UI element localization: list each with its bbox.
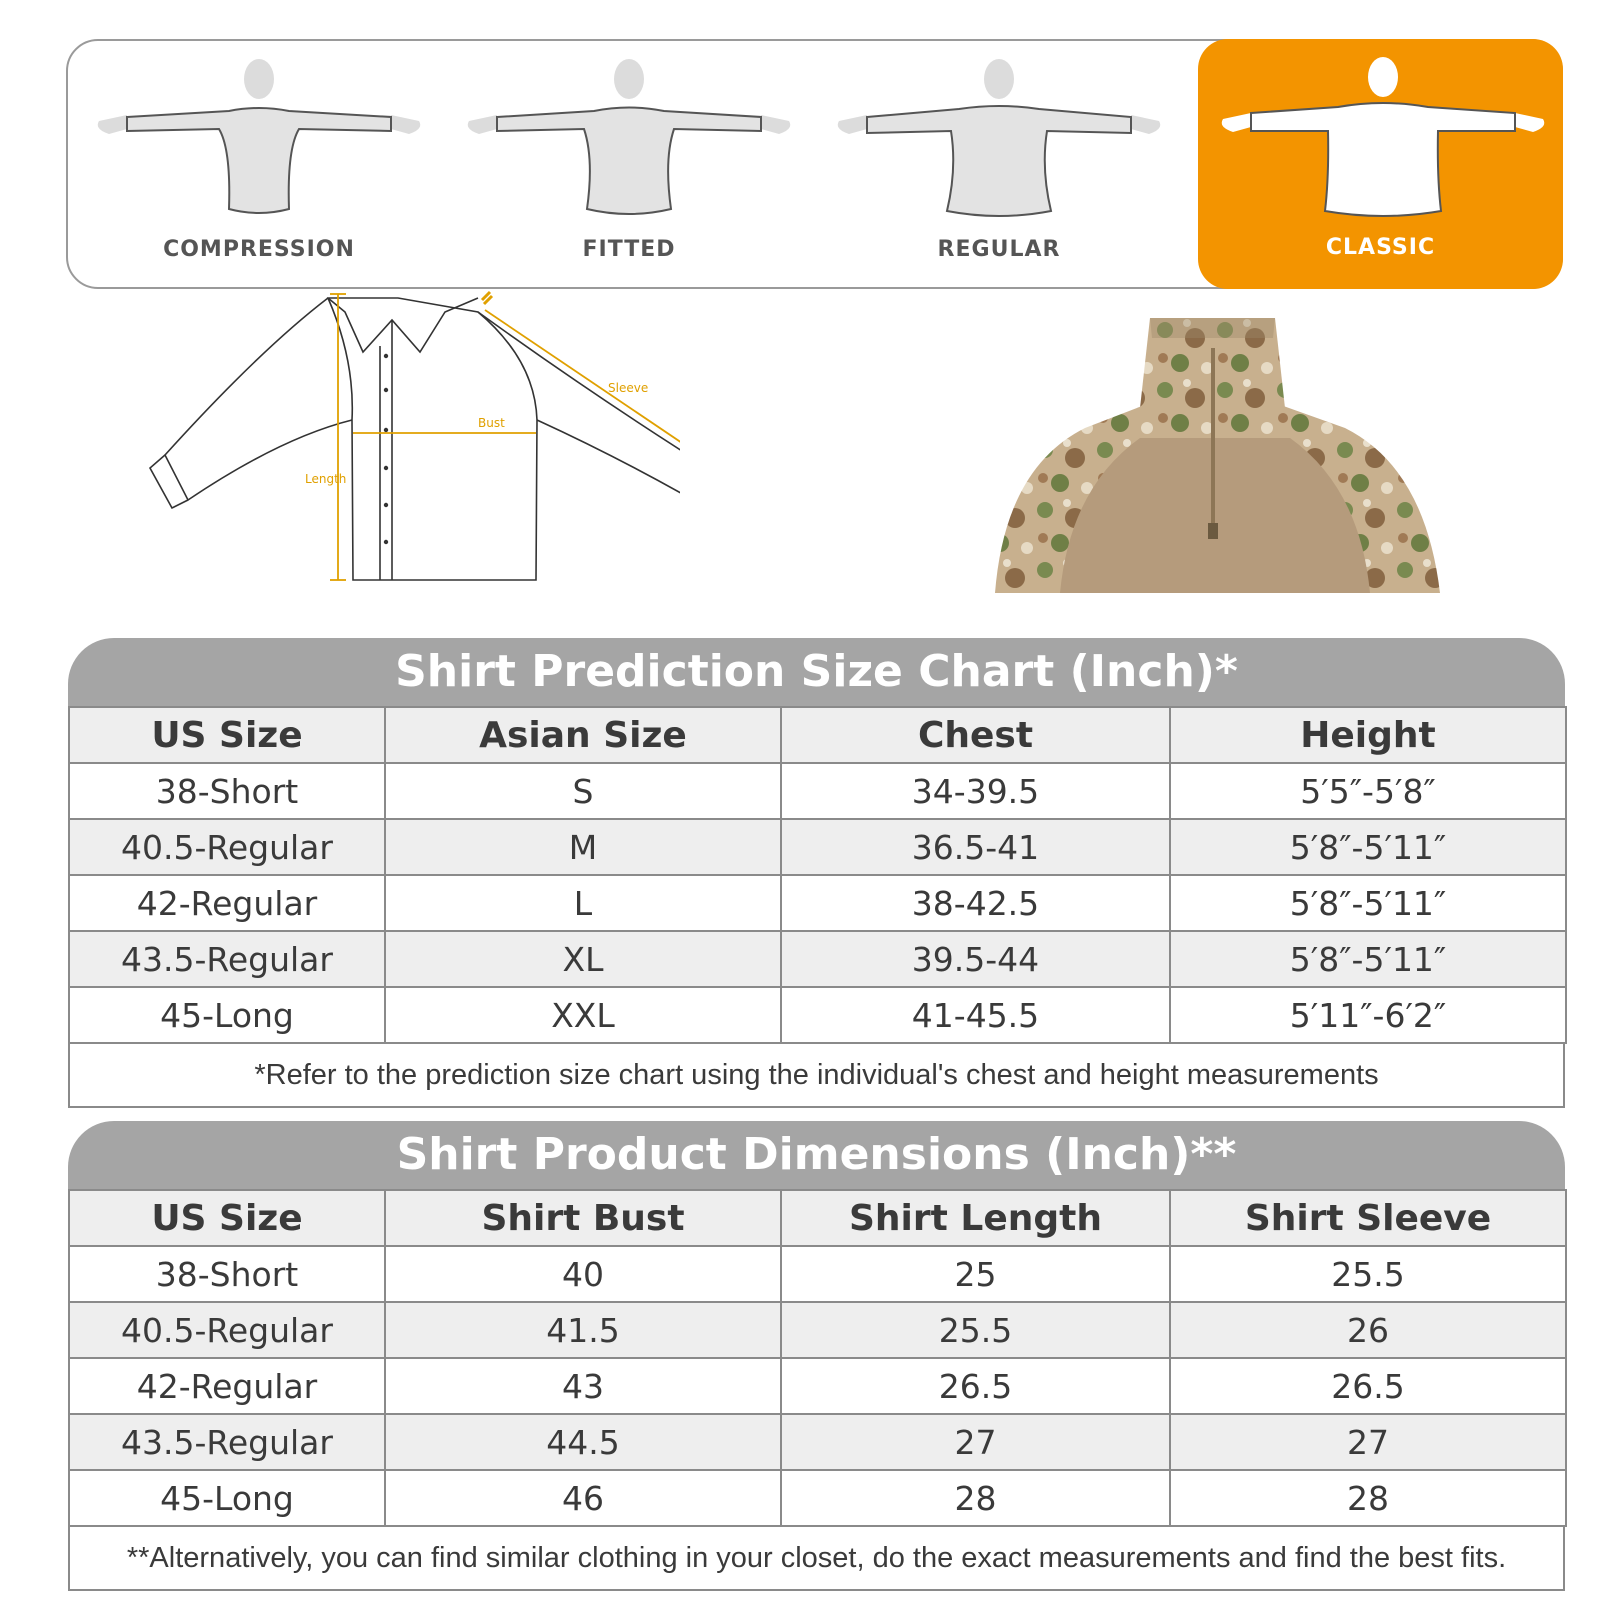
header-asian-size: Asian Size [385, 707, 781, 763]
prediction-size-chart [68, 638, 1565, 1108]
table-row [69, 1302, 1566, 1358]
pointer-arrow-icon [482, 292, 492, 304]
compression-fit-figure-icon [89, 49, 429, 224]
table-row [69, 1246, 1566, 1302]
prediction-table [68, 706, 1567, 1044]
diagram-sleeve-label: Sleeve [608, 381, 649, 395]
cell-asian-size: M [385, 819, 781, 875]
cell-shirt-sleeve: 27 [1170, 1414, 1566, 1470]
fit-option-compression[interactable] [74, 41, 444, 287]
cell-us-size: 38-Short [69, 1246, 385, 1302]
table-row [69, 931, 1566, 987]
fit-option-regular[interactable] [814, 41, 1184, 287]
cell-chest: 38-42.5 [781, 875, 1170, 931]
table-header-row [69, 1190, 1566, 1246]
diagram-length-label: Length [305, 472, 347, 486]
cell-asian-size: L [385, 875, 781, 931]
dimensions-chart-title: Shirt Product Dimensions (Inch)** [68, 1121, 1565, 1189]
table-row [69, 875, 1566, 931]
regular-fit-figure-icon [829, 49, 1169, 224]
header-shirt-length: Shirt Length [781, 1190, 1170, 1246]
cell-us-size: 45-Long [69, 1470, 385, 1526]
cell-shirt-sleeve: 26.5 [1170, 1358, 1566, 1414]
cell-asian-size: XL [385, 931, 781, 987]
cell-height: 5′11″-6′2″ [1170, 987, 1566, 1043]
cell-chest: 41-45.5 [781, 987, 1170, 1043]
cell-chest: 39.5-44 [781, 931, 1170, 987]
cell-us-size: 42-Regular [69, 1358, 385, 1414]
fit-option-fitted[interactable] [444, 41, 814, 287]
product-dimensions-chart [68, 1121, 1565, 1591]
header-us-size: US Size [69, 707, 385, 763]
cell-us-size: 43.5-Regular [69, 931, 385, 987]
camo-shirt-photo [975, 318, 1460, 593]
cell-height: 5′8″-5′11″ [1170, 875, 1566, 931]
cell-us-size: 40.5-Regular [69, 1302, 385, 1358]
cell-shirt-length: 28 [781, 1470, 1170, 1526]
header-height: Height [1170, 707, 1566, 763]
cell-shirt-bust: 43 [385, 1358, 781, 1414]
cell-chest: 34-39.5 [781, 763, 1170, 819]
cell-us-size: 43.5-Regular [69, 1414, 385, 1470]
cell-asian-size: XXL [385, 987, 781, 1043]
table-row [69, 819, 1566, 875]
table-row [69, 763, 1566, 819]
fitted-fit-figure-icon [459, 49, 799, 224]
prediction-chart-note: *Refer to the prediction size chart using the individual's chest and height measurements [68, 1044, 1565, 1108]
header-shirt-sleeve: Shirt Sleeve [1170, 1190, 1566, 1246]
cell-shirt-bust: 40 [385, 1246, 781, 1302]
cell-height: 5′8″-5′11″ [1170, 931, 1566, 987]
fit-label-compression: COMPRESSION [163, 237, 355, 262]
table-row [69, 987, 1566, 1043]
table-row [69, 1470, 1566, 1526]
fit-label-classic: CLASSIC [1325, 235, 1436, 260]
header-chest: Chest [781, 707, 1170, 763]
cell-shirt-sleeve: 28 [1170, 1470, 1566, 1526]
cell-shirt-sleeve: 25.5 [1170, 1246, 1566, 1302]
fit-label-fitted: FITTED [582, 237, 676, 262]
cell-us-size: 45-Long [69, 987, 385, 1043]
cell-shirt-sleeve: 26 [1170, 1302, 1566, 1358]
cell-height: 5′5″-5′8″ [1170, 763, 1566, 819]
cell-us-size: 40.5-Regular [69, 819, 385, 875]
header-shirt-bust: Shirt Bust [385, 1190, 781, 1246]
fit-label-regular: REGULAR [937, 237, 1061, 262]
table-row [69, 1414, 1566, 1470]
cell-shirt-bust: 46 [385, 1470, 781, 1526]
cell-chest: 36.5-41 [781, 819, 1170, 875]
cell-shirt-bust: 44.5 [385, 1414, 781, 1470]
table-header-row [69, 707, 1566, 763]
diagram-bust-label: Bust [478, 416, 505, 430]
cell-asian-size: S [385, 763, 781, 819]
cell-us-size: 38-Short [69, 763, 385, 819]
cell-shirt-bust: 41.5 [385, 1302, 781, 1358]
cell-shirt-length: 26.5 [781, 1358, 1170, 1414]
table-row [69, 1358, 1566, 1414]
dimensions-chart-note: **Alternatively, you can find similar clothing in your closet, do the exact measurements and find the best fits. [68, 1527, 1565, 1591]
cell-height: 5′8″-5′11″ [1170, 819, 1566, 875]
fit-option-classic[interactable] [1198, 39, 1563, 289]
cell-shirt-length: 25.5 [781, 1302, 1170, 1358]
header-us-size: US Size [69, 1190, 385, 1246]
classic-fit-figure-icon [1213, 47, 1553, 222]
prediction-chart-title: Shirt Prediction Size Chart (Inch)* [68, 638, 1565, 706]
cell-shirt-length: 25 [781, 1246, 1170, 1302]
dimensions-table [68, 1189, 1567, 1527]
cell-shirt-length: 27 [781, 1414, 1170, 1470]
shirt-measurement-diagram [80, 290, 680, 600]
cell-us-size: 42-Regular [69, 875, 385, 931]
fit-selector [66, 39, 1563, 289]
